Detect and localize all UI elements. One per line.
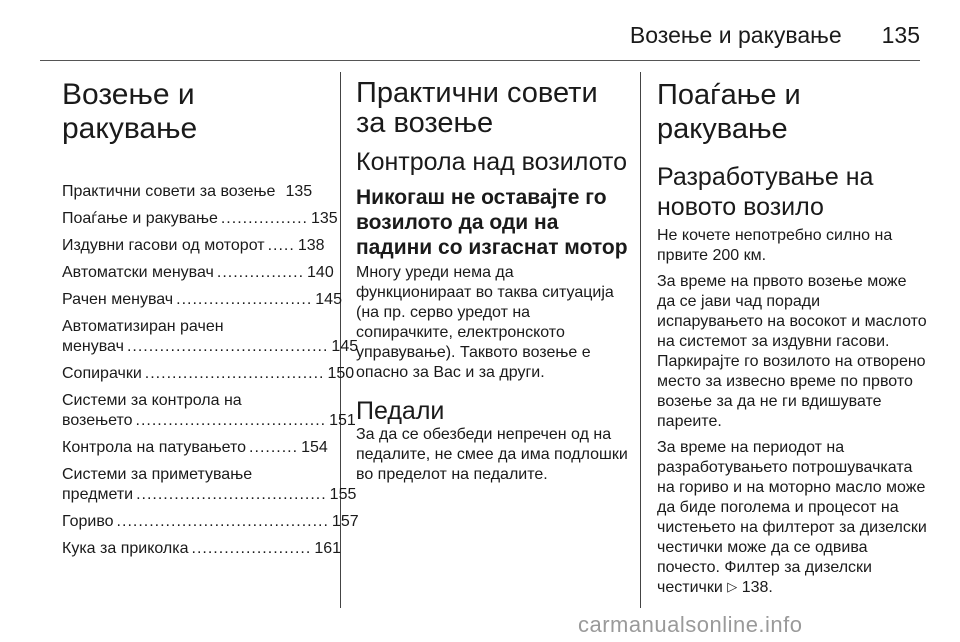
toc-leader: ...................................: [136, 486, 327, 503]
toc-entry-page: 150: [327, 365, 355, 382]
section-heading: Контрола над возилото: [356, 148, 628, 176]
toc-leader: .................................: [144, 365, 325, 382]
body-paragraph: За да се обезбеди непречен од на педалите, не смее да има подлошки во пределот на педалите.: [356, 426, 628, 483]
toc-entry-page: 145: [315, 291, 342, 308]
toc-entry[interactable]: [62, 391, 356, 431]
toc-entry[interactable]: [62, 317, 359, 357]
section-title: Поаѓање и ракување: [657, 79, 801, 145]
column-divider-right: [640, 72, 641, 608]
toc-entry[interactable]: [62, 465, 357, 505]
running-title: Возење и ракување: [629, 22, 842, 48]
watermark: carmanualsonline.info: [578, 612, 803, 637]
toc-entry[interactable]: [62, 539, 342, 559]
toc-entry-title: менувач: [62, 338, 124, 355]
toc-entry-title: Кука за приколка: [62, 540, 189, 557]
toc-entry-page: 151: [329, 412, 356, 429]
toc-entry-page: 145: [331, 338, 359, 355]
running-header: [630, 22, 920, 49]
toc-entry-title-line1: Системи за приметување: [62, 466, 253, 483]
toc-entry-title: Сопирачки: [62, 365, 142, 382]
toc-entry-page: 135: [310, 210, 338, 227]
toc-entry-title: Издувни гасови од моторот: [62, 237, 265, 254]
toc-entry[interactable]: [62, 512, 359, 532]
page-reference[interactable]: 138.: [741, 579, 773, 596]
toc-entry[interactable]: [62, 263, 334, 283]
table-of-contents: [62, 182, 359, 559]
toc-entry-title: Поаѓање и ракување: [62, 210, 218, 227]
toc-entry-title: Рачен менувач: [62, 291, 174, 308]
body-paragraph: Не кочете непотребно силно на првите 200 км.: [657, 227, 893, 264]
toc-entry[interactable]: [62, 438, 328, 458]
toc-leader: .........: [249, 439, 299, 456]
toc-entry[interactable]: [62, 209, 338, 229]
toc-entry-page: 155: [329, 486, 357, 503]
toc-leader: ................: [220, 210, 308, 227]
toc-entry-title: предмети: [62, 486, 134, 503]
triangle-right-icon: ▷: [727, 579, 738, 594]
body-paragraph: За време на првото возење може да се јави чад поради испарувањето на восокот и маслото на системот за издувни гасови. Паркирајте го возилото на отворено место за извесно време по првото возење за да не ги вдишувате пареите.: [657, 273, 927, 430]
toc-entry[interactable]: [62, 290, 342, 310]
toc-leader: ...................................: [135, 412, 327, 429]
toc-entry-title: Контрола на патувањето: [62, 439, 247, 456]
section-heading: Разработување на новото возило: [657, 163, 874, 221]
toc-entry-title: возењето: [62, 412, 133, 429]
starting-operating-column: [657, 78, 929, 598]
toc-leader: .....: [267, 237, 295, 254]
body-paragraph: Многу уреди нема да функционираат во таква ситуација (на пр. серво уредот на сопирачките, електронското управување). Таквото возење е опасно за Вас и за други.: [356, 264, 614, 381]
toc-entry-page: 161: [314, 540, 342, 557]
toc-entry-title: Гориво: [62, 513, 114, 530]
toc-entry[interactable]: [62, 364, 355, 384]
toc-entry-title: Практични совети за возење: [62, 183, 276, 200]
toc-entry[interactable]: [62, 182, 324, 202]
toc-entry-page: 140: [307, 264, 334, 281]
chapter-title: Возење и ракување: [62, 78, 198, 145]
driving-hints-column: [356, 78, 628, 485]
toc-leader: .....................................: [126, 338, 329, 355]
toc-entry-page: 154: [301, 439, 328, 456]
toc-entry-title-line1: Автоматизиран рачен: [62, 318, 224, 335]
chapter-contents-column: [62, 78, 359, 566]
toc-leader: ......................: [191, 540, 312, 557]
toc-entry-page: 138: [297, 237, 325, 254]
body-paragraph: [657, 438, 929, 598]
toc-entry-page: 157: [331, 513, 359, 530]
section-heading: Педали: [356, 397, 445, 425]
toc-entry-title: Автоматски менувач: [62, 264, 214, 281]
toc-leader: .........................: [176, 291, 313, 308]
toc-entry-title-line1: Системи за контрола на: [62, 392, 242, 409]
section-title: Практични совети за возење: [356, 77, 598, 139]
toc-entry-page: 135: [285, 183, 313, 200]
toc-entry[interactable]: [62, 236, 324, 256]
body-paragraph-text: За време на периодот на разработувањето потрошувачката на гориво и на моторно масло може да биде поголема и процесот на чистењето на филтерот за дизелски честички може да се одвива почесто. Филтер за дизелски честички: [657, 439, 927, 596]
toc-leader: .......................................: [116, 513, 329, 530]
header-rule: [40, 60, 920, 61]
toc-leader: ................: [216, 264, 305, 281]
page-number: 135: [881, 22, 920, 48]
subsection-heading: Никогаш не оставајте го возилото да оди на падини со изгаснат мотор: [356, 186, 628, 259]
